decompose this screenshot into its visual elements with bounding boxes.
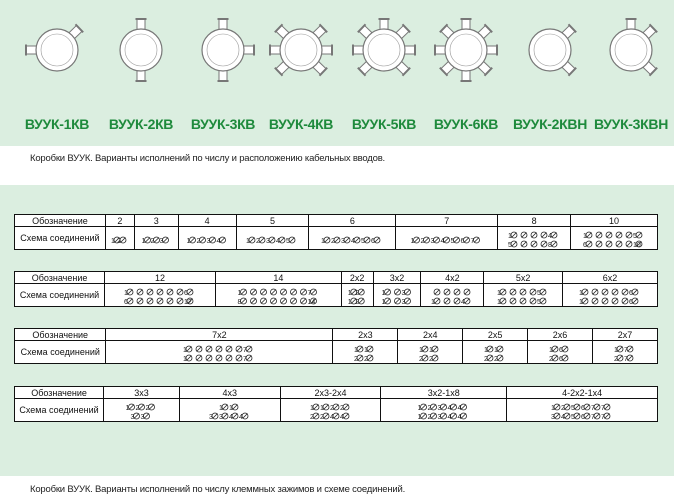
box-variant-label: ВУУК-2КВН (512, 116, 588, 132)
column-designation: 6 (309, 215, 396, 227)
box-variant-label: ВУУК-2КВ (108, 116, 174, 132)
svg-text:1: 1 (431, 299, 436, 306)
svg-text:3: 3 (401, 290, 405, 297)
svg-text:10: 10 (633, 242, 641, 249)
svg-text:4: 4 (440, 238, 445, 245)
column-designation: 7 (396, 215, 498, 227)
junction-box-drawing (12, 5, 102, 95)
connection-scheme (280, 399, 381, 422)
svg-text:1: 1 (347, 290, 352, 297)
svg-text:3: 3 (130, 414, 135, 421)
svg-text:5: 5 (537, 299, 542, 306)
column-designation: 5 (236, 215, 309, 227)
svg-text:1: 1 (614, 347, 618, 354)
svg-text:1: 1 (484, 347, 489, 354)
column-designation: 3x3 (104, 387, 180, 399)
svg-text:2: 2 (427, 405, 432, 412)
svg-text:4: 4 (447, 414, 452, 421)
table-terminals-2 (14, 271, 658, 307)
junction-box-drawing (586, 5, 674, 95)
connection-scheme (571, 227, 658, 250)
svg-text:1: 1 (417, 414, 422, 421)
connection-scheme (421, 284, 484, 307)
column-designation: 2x6 (528, 329, 593, 341)
connection-scheme (528, 341, 593, 364)
svg-text:7: 7 (624, 347, 628, 354)
svg-text:8: 8 (548, 242, 552, 249)
connection-scheme (381, 399, 507, 422)
svg-text:1: 1 (551, 405, 555, 412)
svg-text:7: 7 (243, 347, 248, 354)
svg-text:1: 1 (110, 238, 115, 245)
box-variant-label: ВУУК-3КВН (593, 116, 669, 132)
svg-text:3: 3 (437, 414, 442, 421)
svg-text:3: 3 (437, 405, 442, 412)
svg-text:2: 2 (135, 405, 140, 412)
connection-scheme (105, 284, 216, 307)
table-terminals-3 (14, 328, 658, 364)
connection-scheme (215, 284, 341, 307)
column-designation: 4-2x2-1x4 (507, 387, 658, 399)
connection-scheme (236, 227, 309, 250)
box-variant-label: ВУУК-1КВ (24, 116, 90, 132)
svg-text:5: 5 (537, 290, 542, 297)
junction-box-drawing (339, 5, 429, 95)
svg-text:5: 5 (571, 405, 575, 412)
connection-scheme (178, 227, 236, 250)
svg-text:4: 4 (548, 233, 552, 240)
svg-text:7: 7 (601, 405, 605, 412)
svg-text:12: 12 (184, 299, 192, 306)
svg-text:3: 3 (430, 238, 435, 245)
row-label-designation: Обозначение (15, 387, 104, 399)
svg-text:2: 2 (484, 356, 489, 363)
svg-text:1: 1 (347, 299, 352, 306)
junction-box-drawing (505, 5, 595, 95)
svg-text:2: 2 (494, 356, 499, 363)
column-designation: 2x4 (398, 329, 463, 341)
column-designation: 5x2 (484, 272, 563, 284)
svg-text:4: 4 (238, 414, 243, 421)
svg-text:3: 3 (551, 414, 555, 421)
svg-text:2: 2 (329, 405, 334, 412)
svg-text:1: 1 (309, 405, 314, 412)
svg-text:4: 4 (457, 414, 462, 421)
svg-text:4: 4 (351, 238, 356, 245)
svg-text:3: 3 (206, 238, 210, 245)
svg-text:2: 2 (309, 414, 314, 421)
column-designation: 2x3 (333, 329, 398, 341)
svg-text:5: 5 (286, 238, 291, 245)
svg-text:1: 1 (579, 299, 583, 306)
column-designation: 2 (105, 215, 134, 227)
svg-text:6: 6 (581, 405, 585, 412)
svg-text:1: 1 (381, 299, 385, 306)
svg-text:5: 5 (633, 233, 637, 240)
connection-scheme (396, 227, 498, 250)
svg-text:2: 2 (256, 238, 261, 245)
svg-text:1: 1 (429, 347, 434, 354)
svg-text:1: 1 (319, 405, 324, 412)
connection-scheme (341, 284, 373, 307)
box-variant-label: ВУУК-3КВ (190, 116, 256, 132)
svg-text:3: 3 (208, 414, 213, 421)
column-designation: 4 (178, 215, 236, 227)
svg-text:2: 2 (319, 414, 324, 421)
svg-text:5: 5 (508, 242, 512, 249)
svg-text:1: 1 (583, 233, 587, 240)
svg-text:7: 7 (591, 405, 595, 412)
box-variant-label: ВУУК-6КВ (433, 116, 499, 132)
svg-text:1: 1 (141, 238, 146, 245)
column-designation: 8 (498, 215, 571, 227)
column-designation: 12 (105, 272, 216, 284)
svg-text:2: 2 (419, 356, 424, 363)
svg-text:2: 2 (429, 356, 434, 363)
svg-text:1: 1 (549, 347, 553, 354)
svg-text:7: 7 (470, 238, 475, 245)
caption-top: Коробки ВУУК. Варианты исполнений по числу и расположению кабельных вводов. (30, 153, 385, 164)
svg-text:2: 2 (116, 238, 121, 245)
junction-box-drawing (178, 5, 268, 95)
column-designation: 4x3 (179, 387, 280, 399)
connection-scheme (593, 341, 658, 364)
table-terminals-4 (14, 386, 658, 422)
row-label-designation: Обозначение (15, 329, 106, 341)
svg-text:3: 3 (218, 414, 223, 421)
svg-text:1: 1 (218, 405, 223, 412)
caption-bottom: Коробки ВУУК. Варианты исполнений по числу клеммных зажимов и схеме соединений. (30, 484, 406, 495)
svg-text:1: 1 (354, 347, 359, 354)
svg-text:4: 4 (216, 238, 220, 245)
box-variant-label: ВУУК-5КВ (351, 116, 417, 132)
svg-text:1: 1 (321, 238, 326, 245)
svg-text:1: 1 (124, 290, 128, 297)
svg-text:1: 1 (364, 347, 369, 354)
svg-text:5: 5 (450, 238, 455, 245)
junction-box-drawing (421, 5, 511, 95)
svg-text:14: 14 (307, 299, 316, 306)
svg-text:1: 1 (237, 290, 242, 297)
column-designation: 2x2 (341, 272, 373, 284)
column-designation: 4x2 (421, 272, 484, 284)
svg-text:1: 1 (125, 405, 130, 412)
svg-text:1: 1 (410, 238, 415, 245)
connection-scheme (498, 227, 571, 250)
svg-text:4: 4 (447, 405, 452, 412)
svg-text:3: 3 (266, 238, 271, 245)
column-designation: 2x7 (593, 329, 658, 341)
connection-scheme (105, 227, 134, 250)
svg-text:1: 1 (186, 238, 190, 245)
svg-text:1: 1 (246, 238, 251, 245)
connection-scheme (179, 399, 280, 422)
row-label-scheme: Схема соединений (15, 341, 106, 364)
svg-text:2: 2 (549, 356, 553, 363)
svg-text:4: 4 (461, 299, 466, 306)
column-designation: 3 (134, 215, 178, 227)
connection-scheme (484, 284, 563, 307)
svg-text:6: 6 (629, 299, 633, 306)
svg-text:5: 5 (361, 238, 366, 245)
row-label-scheme: Схема соединений (15, 284, 105, 307)
connection-scheme (134, 227, 178, 250)
svg-text:5: 5 (571, 414, 575, 421)
column-designation: 2x3-2x4 (280, 387, 381, 399)
svg-text:4: 4 (457, 405, 462, 412)
row-label-designation: Обозначение (15, 272, 105, 284)
svg-text:2: 2 (427, 414, 432, 421)
row-label-designation: Обозначение (15, 215, 106, 227)
svg-text:2: 2 (354, 290, 359, 297)
svg-text:2: 2 (364, 356, 369, 363)
svg-text:6: 6 (124, 299, 128, 306)
column-designation: 14 (215, 272, 341, 284)
column-designation: 2x5 (463, 329, 528, 341)
connection-scheme (106, 341, 333, 364)
svg-text:7: 7 (591, 414, 595, 421)
svg-text:2: 2 (150, 238, 155, 245)
svg-text:4: 4 (329, 414, 334, 421)
svg-text:1: 1 (419, 347, 424, 354)
connection-scheme (563, 284, 658, 307)
svg-text:1: 1 (183, 356, 188, 363)
junction-box-drawing (96, 5, 186, 95)
svg-text:1: 1 (228, 405, 233, 412)
box-variant-label: ВУУК-4КВ (268, 116, 334, 132)
column-designation: 10 (571, 215, 658, 227)
svg-text:4: 4 (561, 414, 565, 421)
column-designation: 3x2 (373, 272, 421, 284)
svg-text:2: 2 (145, 405, 150, 412)
svg-text:6: 6 (583, 242, 587, 249)
svg-text:2: 2 (354, 299, 359, 306)
connection-scheme (463, 341, 528, 364)
svg-text:3: 3 (341, 238, 346, 245)
svg-text:2: 2 (196, 238, 200, 245)
svg-text:1: 1 (497, 290, 502, 297)
svg-text:2: 2 (339, 405, 344, 412)
connection-scheme (507, 399, 658, 422)
row-label-scheme: Схема соединений (15, 227, 106, 250)
svg-text:4: 4 (339, 414, 344, 421)
svg-text:2: 2 (354, 356, 359, 363)
svg-text:3: 3 (140, 414, 145, 421)
column-designation: 7x2 (106, 329, 333, 341)
connection-scheme (309, 227, 396, 250)
svg-text:7: 7 (601, 414, 605, 421)
table-terminals-1 (14, 214, 658, 250)
svg-text:6: 6 (184, 290, 188, 297)
svg-text:4: 4 (228, 414, 233, 421)
connection-scheme (104, 399, 180, 422)
svg-text:1: 1 (508, 233, 512, 240)
svg-text:2: 2 (420, 238, 425, 245)
svg-text:1: 1 (579, 290, 583, 297)
svg-text:2: 2 (614, 356, 618, 363)
svg-text:6: 6 (371, 238, 376, 245)
column-designation: 6x2 (563, 272, 658, 284)
svg-text:6: 6 (559, 356, 563, 363)
connection-scheme (398, 341, 463, 364)
svg-text:7: 7 (624, 356, 628, 363)
connection-scheme (373, 284, 421, 307)
svg-text:1: 1 (497, 299, 502, 306)
svg-text:6: 6 (629, 290, 633, 297)
svg-text:7: 7 (307, 290, 312, 297)
junction-box-drawing (256, 5, 346, 95)
row-label-scheme: Схема соединений (15, 399, 104, 422)
svg-text:3: 3 (401, 299, 405, 306)
svg-text:2: 2 (561, 405, 565, 412)
column-designation: 3x2-1x8 (381, 387, 507, 399)
svg-text:1: 1 (183, 347, 188, 354)
svg-text:3: 3 (159, 238, 164, 245)
svg-text:1: 1 (417, 405, 422, 412)
svg-text:7: 7 (243, 356, 248, 363)
svg-text:1: 1 (494, 347, 499, 354)
connection-scheme (333, 341, 398, 364)
svg-text:6: 6 (559, 347, 563, 354)
svg-text:6: 6 (460, 238, 465, 245)
svg-text:8: 8 (237, 299, 242, 306)
svg-text:4: 4 (276, 238, 281, 245)
svg-text:2: 2 (331, 238, 336, 245)
svg-text:6: 6 (581, 414, 585, 421)
svg-text:1: 1 (381, 290, 385, 297)
